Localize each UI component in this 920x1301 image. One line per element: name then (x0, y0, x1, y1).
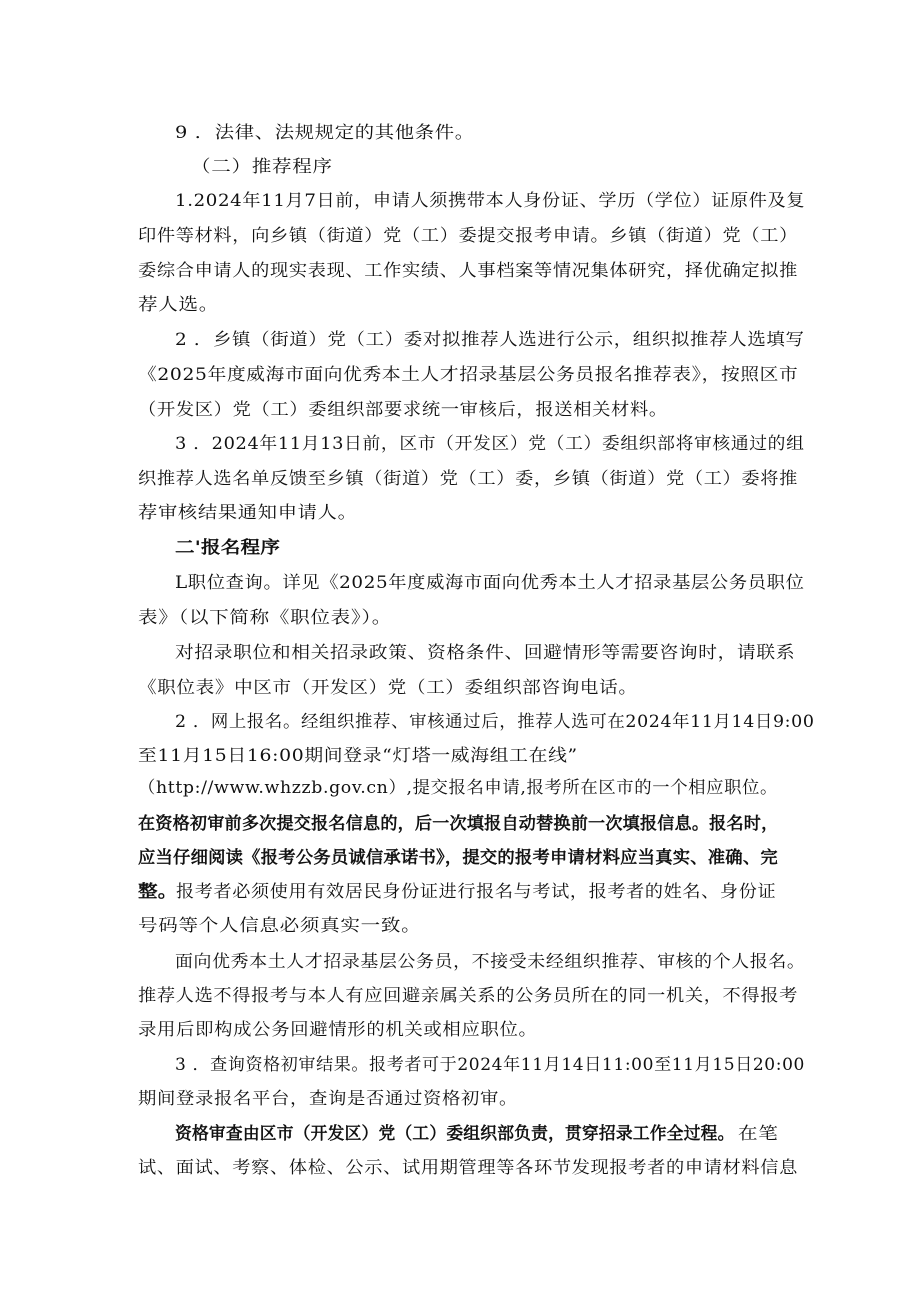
paragraph-line: 资格审查由区市（开发区）党（工）委组织部负责，贯穿招录工作全过程。 (175, 1124, 735, 1144)
paragraph-line: 对招录职位和相关招录政策、资格条件、回避情形等需要咨询时，请联系 (175, 643, 796, 663)
paragraph-line: 录用后即构成公务回避情形的机关或相应职位。 (138, 1020, 538, 1040)
paragraph-line: 荐审核结果通知申请人。 (138, 503, 358, 523)
paragraph-line: 1.2024年11月7日前，申请人须携带本人身份证、学历（学位）证原件及复 (175, 191, 806, 211)
paragraph-line: 表》（以下简称《职位表》）。 (138, 608, 393, 628)
paragraph-line: 2 ．网上报名。经组织推荐、审核通过后，推荐人选可在2024年11月14日9:00 (175, 712, 815, 732)
paragraph-line: 委综合申请人的现实表现、工作实绩、人事档案等情况集体研究，择优确定拟推 (138, 261, 798, 281)
paragraph-line: 期间登录报名平台，查询是否通过资格初审。 (138, 1089, 518, 1109)
paragraph-line: L职位查询。详见《2025年度威海市面向优秀本土人才招录基层公务员职位 (175, 573, 805, 593)
section-heading: 二'报名程序 (175, 538, 281, 558)
paragraph-line: 织推荐人选名单反馈至乡镇（街道）党（工）委，乡镇（街道）党（工）委将推 (138, 469, 798, 489)
paragraph-line: 2 ．乡镇（街道）党（工）委对拟推荐人选进行公示，组织拟推荐人选填写 (175, 330, 805, 350)
paragraph-line: 至11月15日16:00期间登录“灯塔一威海组工在线” (138, 746, 578, 766)
paragraph-line: 推荐人选不得报考与本人有应回避亲属关系的公务员所在的同一机关，不得报考 (138, 986, 798, 1006)
paragraph-line: 荐人选。 (138, 295, 219, 315)
paragraph-line: 面向优秀本土人才招录基层公务员，不接受未经组织推荐、审核的个人报名。 (175, 952, 806, 972)
paragraph-line: 试、面试、考察、体检、公示、试用期管理等各环节发现报考者的申请材料信息 (138, 1158, 798, 1178)
paragraph-line: （开发区）党（工）委组织部要求统一审核后，报送相关材料。 (138, 400, 668, 420)
section-heading: （二）推荐程序 (191, 157, 333, 177)
paragraph-line: 3 ．查询资格初审结果。报考者可于2024年11月14日11:00至11月15日20:00 (175, 1055, 806, 1075)
paragraph-line: 应当仔细阅读《报考公务员诚信承诺书》，提交的报考申请材料应当真实、准确、完 (138, 848, 778, 868)
paragraph-line: 整。 (138, 882, 178, 902)
paragraph-line: 印件等材料，向乡镇（街道）党（工）委提交报考申请。乡镇（街道）党（工） (138, 226, 798, 246)
paragraph-line: 在笔 (738, 1124, 779, 1144)
paragraph-line: （http://www.whzzb.gov.cn）,提交报名申请,报考所在区市的一个相应职位。 (138, 778, 778, 798)
paragraph-line: 3 ．2024年11月13日前，区市（开发区）党（工）委组织部将审核通过的组 (175, 434, 805, 454)
paragraph-line: 在资格初审前多次提交报名信息的，后一次填报自动替换前一次填报信息。报名时， (138, 814, 779, 834)
paragraph-line: 报考者必须使用有效居民身份证进行报名与考试，报考者的姓名、身份证 (176, 882, 777, 902)
paragraph-line: 9 ．法律、法规规定的其他条件。 (175, 123, 475, 143)
paragraph-line: 《职位表》中区市（开发区）党（工）委组织部咨询电话。 (138, 678, 638, 698)
paragraph-line: 《2025年度威海市面向优秀本土人才招录基层公务员报名推荐表》，按照区市 (138, 365, 799, 385)
paragraph-line: 号码等个人信息必须真实一致。 (138, 916, 422, 936)
